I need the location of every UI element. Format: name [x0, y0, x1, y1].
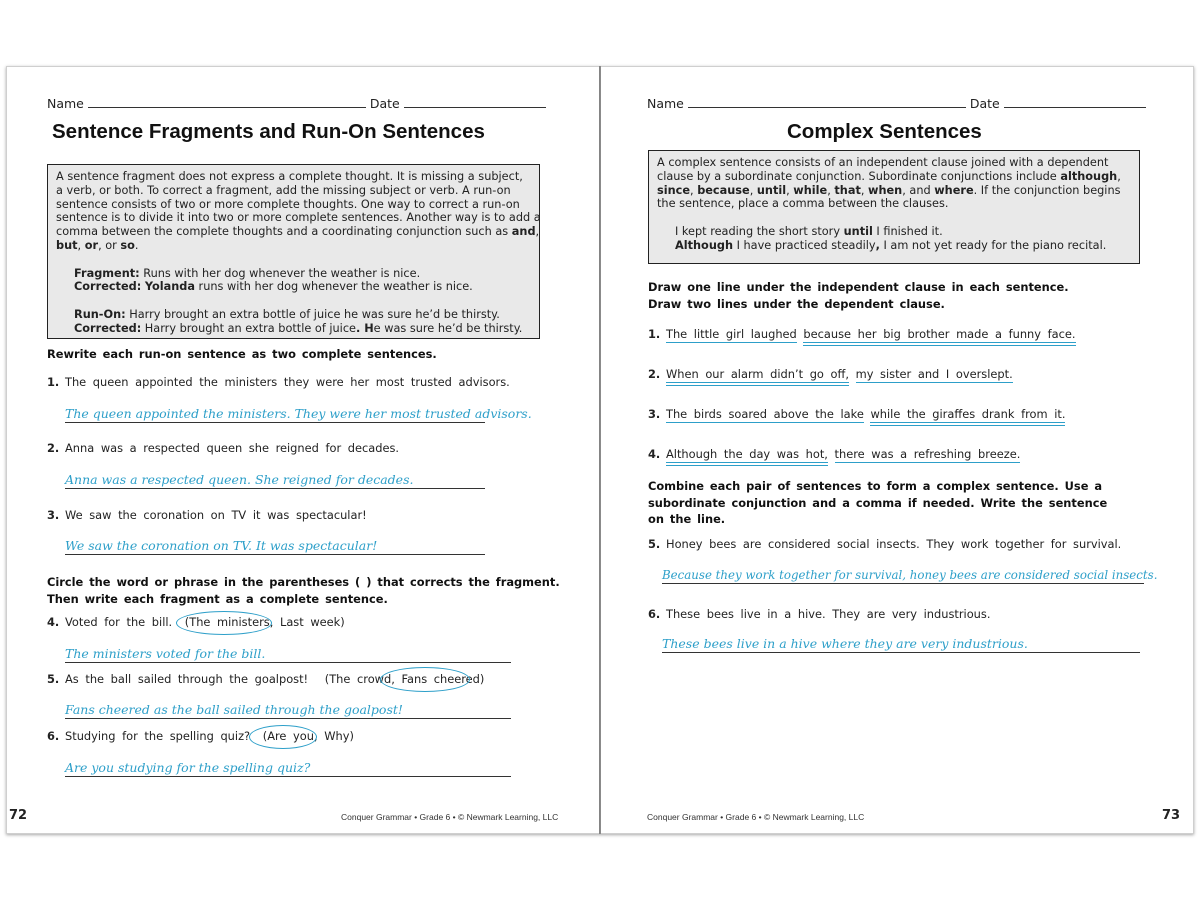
name-label: Name — [47, 96, 84, 111]
example-text: I finished it. — [872, 224, 943, 238]
conjunction: because — [697, 183, 750, 197]
choice-option[interactable]: Why) — [324, 729, 354, 743]
answer-line: Because they work together for survival, honey bees are considered social insects. — [662, 568, 1158, 582]
punct: , — [860, 183, 869, 197]
conjunction: although — [1060, 169, 1118, 183]
question-item — [648, 447, 1020, 461]
question-number: 3. — [47, 508, 60, 522]
instruction-line: Circle the word or phrase in the parentheses ( ) that corrects the fragment. — [47, 575, 560, 589]
rule-text: comma between the complete thoughts and a coordinating conjunction such as — [56, 225, 512, 239]
independent-clause: there was a refreshing breeze. — [834, 447, 1021, 461]
punct: , — [786, 183, 794, 197]
dependent-clause: while the giraffes drank from it. — [870, 407, 1065, 426]
date-line — [1004, 96, 1146, 108]
rule-text: clause by a subordinate conjunction. Subordinate conjunctions include — [657, 169, 1061, 183]
question-number: 1. — [648, 327, 661, 341]
answer-line: Anna was a respected queen. She reigned for decades. — [65, 473, 485, 489]
question-number: 2. — [47, 441, 60, 455]
page-footer: Conquer Grammar • Grade 6 • © Newmark Learning, LLC — [341, 812, 559, 822]
page-title: Sentence Fragments and Run-On Sentences — [52, 120, 485, 143]
name-date-header — [647, 96, 1146, 111]
question-item — [648, 607, 990, 621]
section-instruction: Rewrite each run-on sentence as two complete sentences. — [47, 347, 437, 361]
rule-box — [648, 150, 1140, 264]
question-item — [648, 537, 1121, 551]
question-number: 6. — [648, 607, 661, 621]
punct: , — [1117, 169, 1121, 183]
punct: , — [77, 238, 82, 252]
answer-line: The ministers voted for the bill. — [65, 647, 511, 663]
example-label: Fragment: — [74, 266, 140, 280]
punct: . — [134, 238, 139, 252]
example-text: runs with her dog whenever the weather is nice. — [194, 280, 473, 294]
independent-clause: The birds soared above the lake — [666, 407, 864, 421]
question-item — [648, 407, 1065, 421]
example-text: Harry brought an extra bottle of juice — [141, 321, 356, 335]
rule-text: . If the conjunction begins — [973, 183, 1121, 197]
dependent-clause: Although the day was hot, — [666, 447, 828, 466]
question-text: The queen appointed the ministers they were her most trusted advisors. — [65, 375, 510, 389]
question-text: Studying for the spelling quiz? — [65, 729, 251, 743]
example-text: I kept reading the short story — [675, 224, 844, 238]
example-label: Run-On: — [74, 307, 126, 321]
dependent-clause: When our alarm didn’t go off, — [666, 367, 849, 386]
name-line — [688, 96, 966, 108]
instruction-line: on the line. — [648, 512, 726, 526]
instruction-line: Draw one line under the independent clause in each sentence. — [648, 280, 1069, 294]
answer-line: These bees live in a hive where they are very industrious. — [662, 637, 1140, 653]
punct: , — [827, 183, 835, 197]
question-text: These bees live in a hive. They are very industrious. — [666, 607, 991, 621]
rule-line: a verb, or both. To correct a fragment, add the missing subject or verb. A run-on — [56, 183, 511, 197]
page-number: 72 — [9, 808, 28, 823]
conjunction: and — [511, 225, 536, 239]
question-number: 4. — [47, 615, 60, 629]
date-label: Date — [969, 96, 1000, 111]
example-text: e was sure he’d be thirsty. — [373, 321, 523, 335]
instruction-line: Then write each fragment as a complete sentence. — [47, 591, 388, 606]
rule-line: sentence consists of two or more complete thoughts. One way to correct a run-on — [56, 197, 520, 211]
question-text: We saw the coronation on TV it was spectacular! — [65, 508, 367, 522]
example-sentence — [657, 239, 1131, 253]
conjunction: while — [793, 183, 828, 197]
rule-text: , and — [902, 183, 935, 197]
rule-line — [657, 170, 1131, 184]
answer-line: The queen appointed the ministers. They were her most trusted advisors. — [65, 406, 532, 421]
rule-line: sentence is to divide it into two or more complete sentences. Another way is to add a — [56, 211, 541, 225]
example-bold: Yolanda — [144, 280, 195, 294]
example-text: Harry brought an extra bottle of juice he was sure he’d be thirsty. — [125, 307, 500, 321]
conjunction: that — [834, 183, 861, 197]
section-instruction — [648, 478, 1107, 528]
question-text: Honey bees are considered social insects. They work together for survival. — [666, 537, 1122, 551]
circled-choice[interactable]: Fans cheered) — [401, 672, 485, 686]
question-number: 1. — [47, 375, 60, 389]
conjunction: where — [934, 183, 974, 197]
instruction-line: subordinate conjunction and a comma if needed. Write the sentence — [648, 495, 1108, 510]
rule-text: , or — [98, 238, 121, 252]
question-text: As the ball sailed through the goalpost! — [65, 672, 309, 686]
answer-line: Are you studying for the spelling quiz? — [65, 761, 511, 777]
answer-line: Fans cheered as the ball sailed through the goalpost! — [65, 703, 511, 719]
example-text: I am not yet ready for the piano recital. — [879, 238, 1107, 252]
question-number: 2. — [648, 367, 661, 381]
dependent-clause: because her big brother made a funny face. — [803, 327, 1075, 346]
punct: , — [535, 225, 540, 239]
instruction-line: Combine each pair of sentences to form a complex sentence. Use a — [648, 479, 1103, 493]
example-label: Corrected: — [74, 321, 142, 335]
choice-option[interactable]: Last week) — [279, 615, 345, 629]
name-label: Name — [647, 96, 684, 111]
example-label: Corrected: — [74, 280, 142, 294]
conjunction: so — [120, 238, 135, 252]
independent-clause: my sister and I overslept. — [855, 367, 1013, 381]
question-number: 4. — [648, 447, 661, 461]
answer-line: We saw the coronation on TV. It was spectacular! — [65, 539, 485, 555]
conjunction: when — [868, 183, 903, 197]
punct: , — [749, 183, 757, 197]
independent-clause: The little girl laughed — [666, 327, 797, 341]
question-item — [648, 327, 1076, 341]
instruction-line: Draw two lines under the dependent clause. — [648, 296, 945, 311]
question-text: Anna was a respected queen she reigned for decades. — [65, 441, 400, 455]
date-label: Date — [369, 96, 400, 111]
question-number: 3. — [648, 407, 661, 421]
example-bold: . H — [355, 321, 374, 335]
rule-line: A sentence fragment does not express a complete thought. It is missing a subject, — [56, 170, 523, 183]
question-item — [648, 367, 1013, 381]
conjunction: since — [657, 183, 690, 197]
punct: , — [690, 183, 698, 197]
example-text: I have practiced steadily — [733, 238, 876, 252]
conjunction: until — [756, 183, 787, 197]
page-title: Complex Sentences — [787, 120, 982, 143]
page-footer: Conquer Grammar • Grade 6 • © Newmark Learning, LLC — [647, 812, 865, 822]
rule-line — [657, 184, 1131, 198]
example-bold: Although — [675, 238, 733, 252]
page-number: 73 — [1162, 808, 1181, 823]
example-bold: , — [875, 238, 880, 252]
choice-option[interactable]: (The crowd, — [324, 672, 395, 686]
choice-paren: ( — [262, 729, 268, 743]
circled-choice[interactable]: The ministers, — [189, 615, 274, 629]
choice-paren: ( — [184, 615, 190, 629]
question-number: 6. — [47, 729, 60, 743]
circled-choice[interactable]: Are you, — [267, 729, 318, 743]
conjunction: but — [56, 238, 78, 252]
example-sentence — [657, 225, 1131, 239]
rule-line: the sentence, place a comma between the clauses. — [657, 197, 949, 211]
rule-line: A complex sentence consists of an independent clause joined with a dependent — [657, 156, 1109, 169]
example-text: Runs with her dog whenever the weather is nice. — [139, 266, 421, 280]
section-instruction — [648, 279, 1069, 312]
question-number: 5. — [648, 537, 661, 551]
conjunction: or — [84, 238, 99, 252]
example-bold: until — [843, 224, 873, 238]
question-text: Voted for the bill. — [65, 615, 173, 629]
question-number: 5. — [47, 672, 60, 686]
